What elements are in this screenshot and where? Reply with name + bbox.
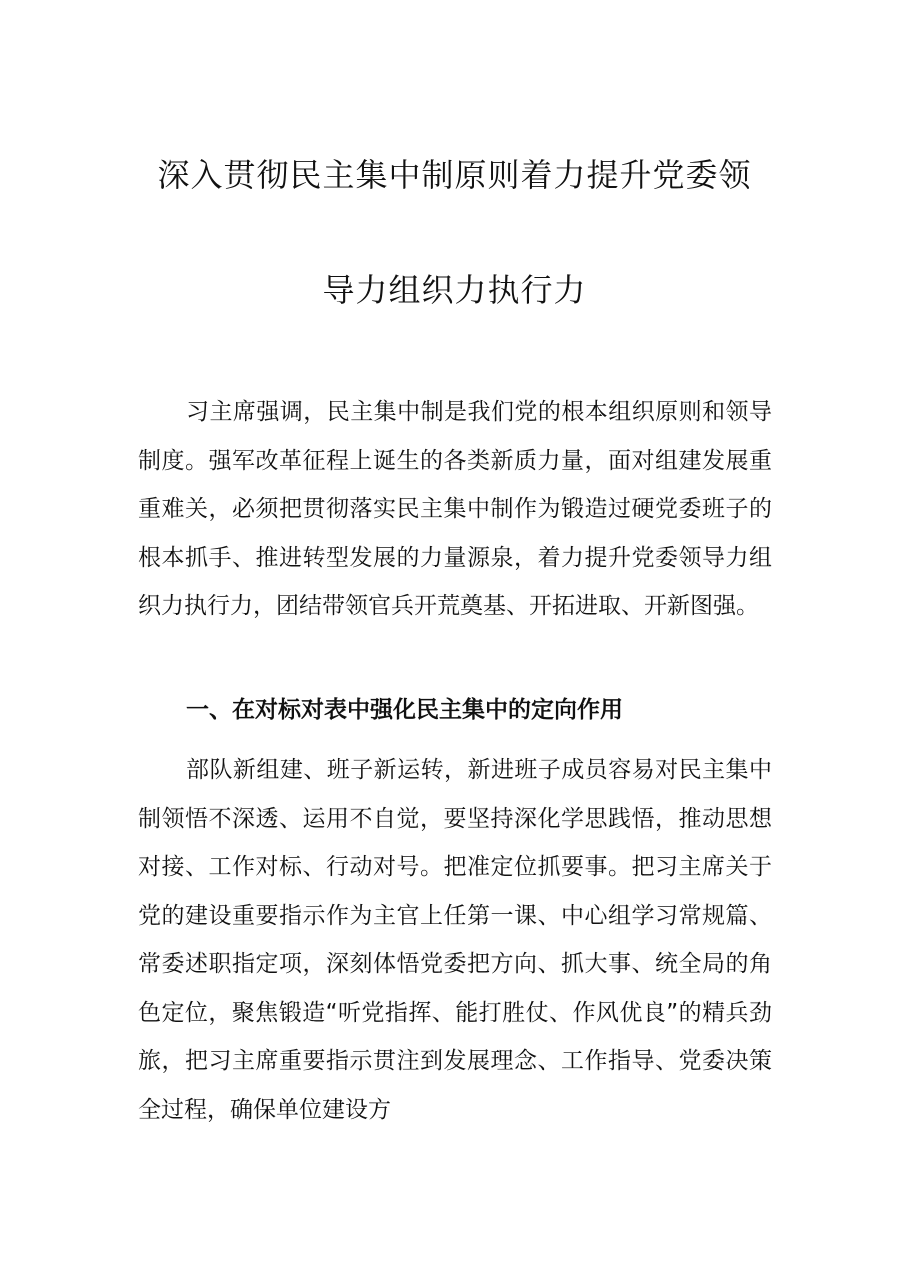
document-title-line-1: 深入贯彻民主集中制原则着力提升党委领: [157, 156, 752, 194]
paragraph-section-1: 部队新组建、班子新运转，新进班子成员容易对民主集中制领悟不深透、运用不自觉，要坚持深化学思践悟，推动思想对接、工作对标、行动对号。把准定位抓要事。把习主席关于党的建设重要指示作为主官上任第一课、中心组学习常规篇、常委述职指定项，深刻体悟党委把方向、抓大事、统全局的角色定位，聚焦锻造“听党指挥、能打胜仗、作风优良”的精兵劲旅，把习主席重要指示贯注到发展理念、工作指导、党委决策全过程，确保单位建设方: [138, 757, 772, 1123]
document-title-line-2: 导力组织力执行力: [322, 271, 587, 309]
section-heading-1: 一、在对标对表中强化民主集中的定向作用: [186, 697, 623, 723]
paragraph-intro: 习主席强调，民主集中制是我们党的根本组织原则和领导制度。强军改革征程上诞生的各类新质力量，面对组建发展重重难关，必须把贯彻落实民主集中制作为锻造过硬党委班子的根本抓手、推进转型发展的力量源泉，着力提升党委领导力组织力执行力，团结带领官兵开荒奠基、开拓进取、开新图强。: [138, 399, 772, 619]
